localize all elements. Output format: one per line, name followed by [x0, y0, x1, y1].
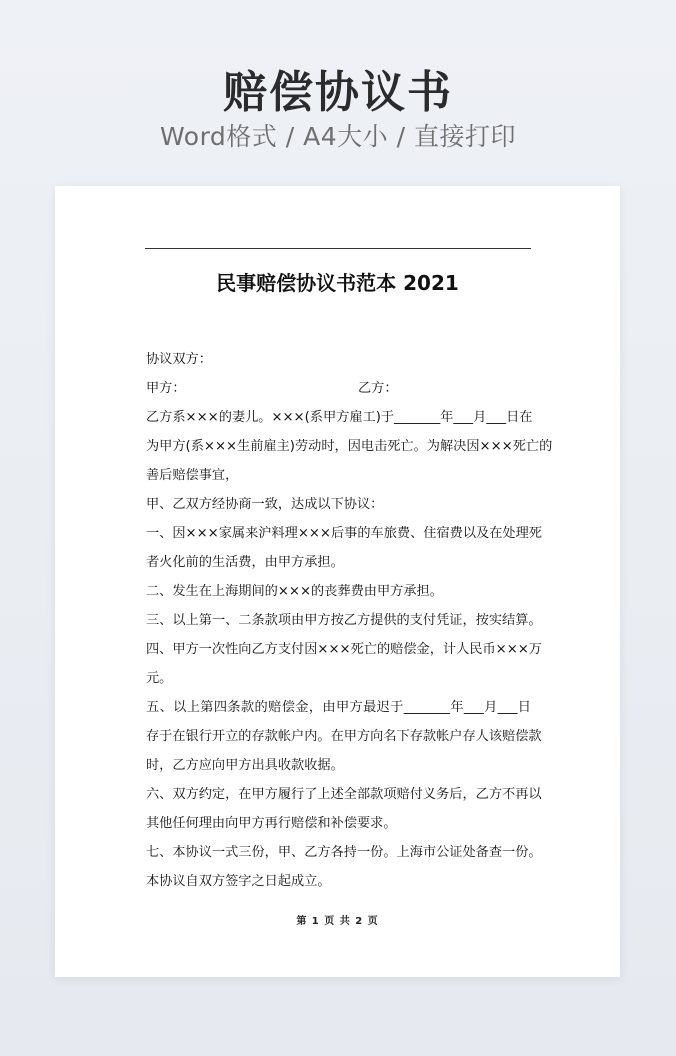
body-line: 甲、乙双方经协商一致，达成以下协议：	[146, 497, 384, 512]
body-line: 六、双方约定，在甲方履行了上述全部款项赔付义务后，乙方不再以	[146, 787, 542, 802]
body-line: 二、发生在上海期间的×××的丧葬费由甲方承担。	[146, 584, 443, 599]
body-line: 乙方系×××的妻儿。×××(系甲方雇工)于_______年___月___日在	[146, 410, 533, 425]
body-line: 为甲方(系×××生前雇主)劳动时，因电击死亡。为解决因×××死亡的	[146, 439, 553, 454]
body-line: 善后赔偿事宜，	[146, 468, 239, 483]
parties-row	[146, 379, 531, 399]
document-body	[146, 350, 553, 910]
document-page	[55, 186, 620, 977]
body-line: 四、甲方一次性向乙方支付因×××死亡的赔偿金，计人民币×××万	[146, 642, 542, 657]
page-number: 第 1 页 共 2 页	[296, 916, 379, 927]
body-line: 其他任何理由向甲方再行赔偿和补偿要求。	[146, 816, 397, 831]
body-line: 存于在银行开立的存款帐户内。在甲方向名下存款帐户存人该赔偿款	[146, 729, 542, 744]
body-line: 者火化前的生活费，由甲方承担。	[146, 555, 344, 570]
body-line: 本协议自双方签字之日起成立。	[146, 874, 331, 889]
party-b-label: 乙方：	[358, 381, 398, 396]
banner-title: 赔偿协议书	[223, 67, 453, 118]
body-line: 七、本协议一式三份，甲、乙方各持一份。上海市公证处备查一份。	[146, 845, 542, 860]
body-line: 一、因×××家属来沪料理×××后事的车旅费、住宿费以及在处理死	[146, 526, 542, 541]
body-line: 元。	[146, 671, 173, 686]
parties-label: 协议双方：	[146, 352, 212, 367]
body-line: 三、以上第一、二条款项由甲方按乙方提供的支付凭证，按实结算。	[146, 613, 542, 628]
document-title: 民事赔偿协议书范本 2021	[216, 271, 459, 295]
banner-subtitle: Word格式 / A4大小 / 直接打印	[160, 122, 516, 151]
header-rule	[145, 248, 531, 249]
party-a-label: 甲方：	[146, 381, 186, 396]
body-line: 时，乙方应向甲方出具收款收据。	[146, 758, 344, 773]
body-line: 五、以上第四条款的赔偿金，由甲方最迟于_______年___月___日	[146, 700, 531, 715]
